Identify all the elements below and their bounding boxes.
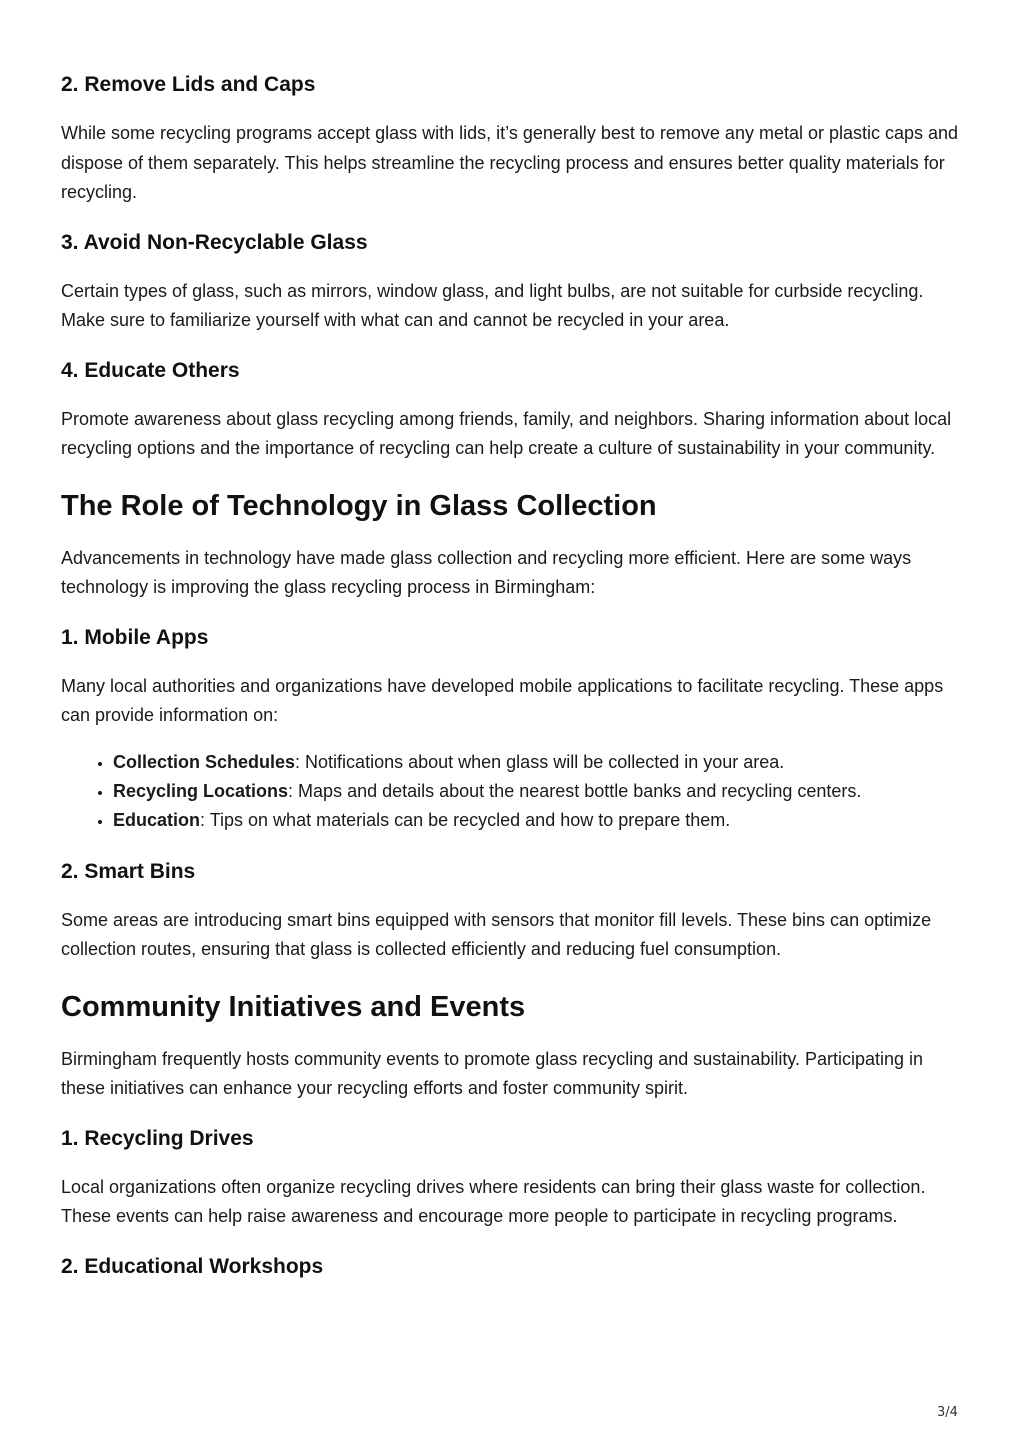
- paragraph-smart-bins: Some areas are introducing smart bins equipped with sensors that monitor fill levels. These bins can optimize collection routes, ensuring that glass is collected efficiently and reducing fuel consumption.: [61, 909, 932, 959]
- document-page: [61, 70, 966, 1282]
- list-item-text: : Maps and details about the nearest bottle banks and recycling centers.: [288, 780, 862, 801]
- page-number: 3/4: [937, 1405, 958, 1420]
- list-item-term: Collection Schedules: [113, 751, 296, 772]
- heading-community: Community Initiatives and Events: [61, 990, 526, 1023]
- heading-smart-bins: 2. Smart Bins: [61, 859, 196, 883]
- list-item: [113, 806, 966, 835]
- list-item-term: Education: [113, 809, 201, 830]
- paragraph-mobile-apps: Many local authorities and organizations have developed mobile applications to facilitate recycling. These apps can provide information on:: [61, 675, 944, 725]
- paragraph-recycling-drives: Local organizations often organize recycling drives where residents can bring their glass waste for collection. These events can help raise awareness and encourage more people to participate in recycling programs.: [61, 1176, 926, 1226]
- paragraph-educate-others: Promote awareness about glass recycling among friends, family, and neighbors. Sharing information about local recycling options and the importance of recycling can help create a culture of sustainability in your community.: [61, 408, 952, 458]
- heading-remove-lids: 2. Remove Lids and Caps: [61, 73, 316, 96]
- heading-avoid-nonrecyclable: 3. Avoid Non-Recyclable Glass: [61, 230, 368, 254]
- paragraph-remove-lids: While some recycling programs accept glass with lids, it’s generally best to remove any metal or plastic caps and dispose of them separately. This helps streamline the recycling process and ensures better quality materials for recycling.: [61, 123, 959, 202]
- list-item-text: : Tips on what materials can be recycled and how to prepare them.: [200, 809, 731, 830]
- heading-workshops: 2. Educational Workshops: [61, 1254, 324, 1278]
- paragraph-technology: Advancements in technology have made glass collection and recycling more efficient. Here are some ways technology is improving the glass recycling process in Birmingham:: [61, 547, 912, 597]
- list-item-text: : Notifications about when glass will be collected in your area.: [295, 751, 785, 772]
- heading-recycling-drives: 1. Recycling Drives: [61, 1126, 254, 1150]
- heading-mobile-apps: 1. Mobile Apps: [61, 625, 209, 649]
- list-item: [113, 748, 966, 777]
- paragraph-community: Birmingham frequently hosts community events to promote glass recycling and sustainability. Participating in these initiatives can enhance your recycling efforts and foster community spirit.: [61, 1048, 924, 1098]
- heading-technology: The Role of Technology in Glass Collection: [61, 489, 657, 522]
- heading-educate-others: 4. Educate Others: [61, 358, 240, 382]
- mobile-apps-list: [61, 748, 966, 835]
- paragraph-avoid-nonrecyclable: Certain types of glass, such as mirrors, window glass, and light bulbs, are not suitable for curbside recycling. Make sure to familiarize yourself with what can and cannot be recycled in your area.: [61, 280, 924, 330]
- list-item: [113, 777, 966, 806]
- list-item-term: Recycling Locations: [113, 780, 289, 801]
